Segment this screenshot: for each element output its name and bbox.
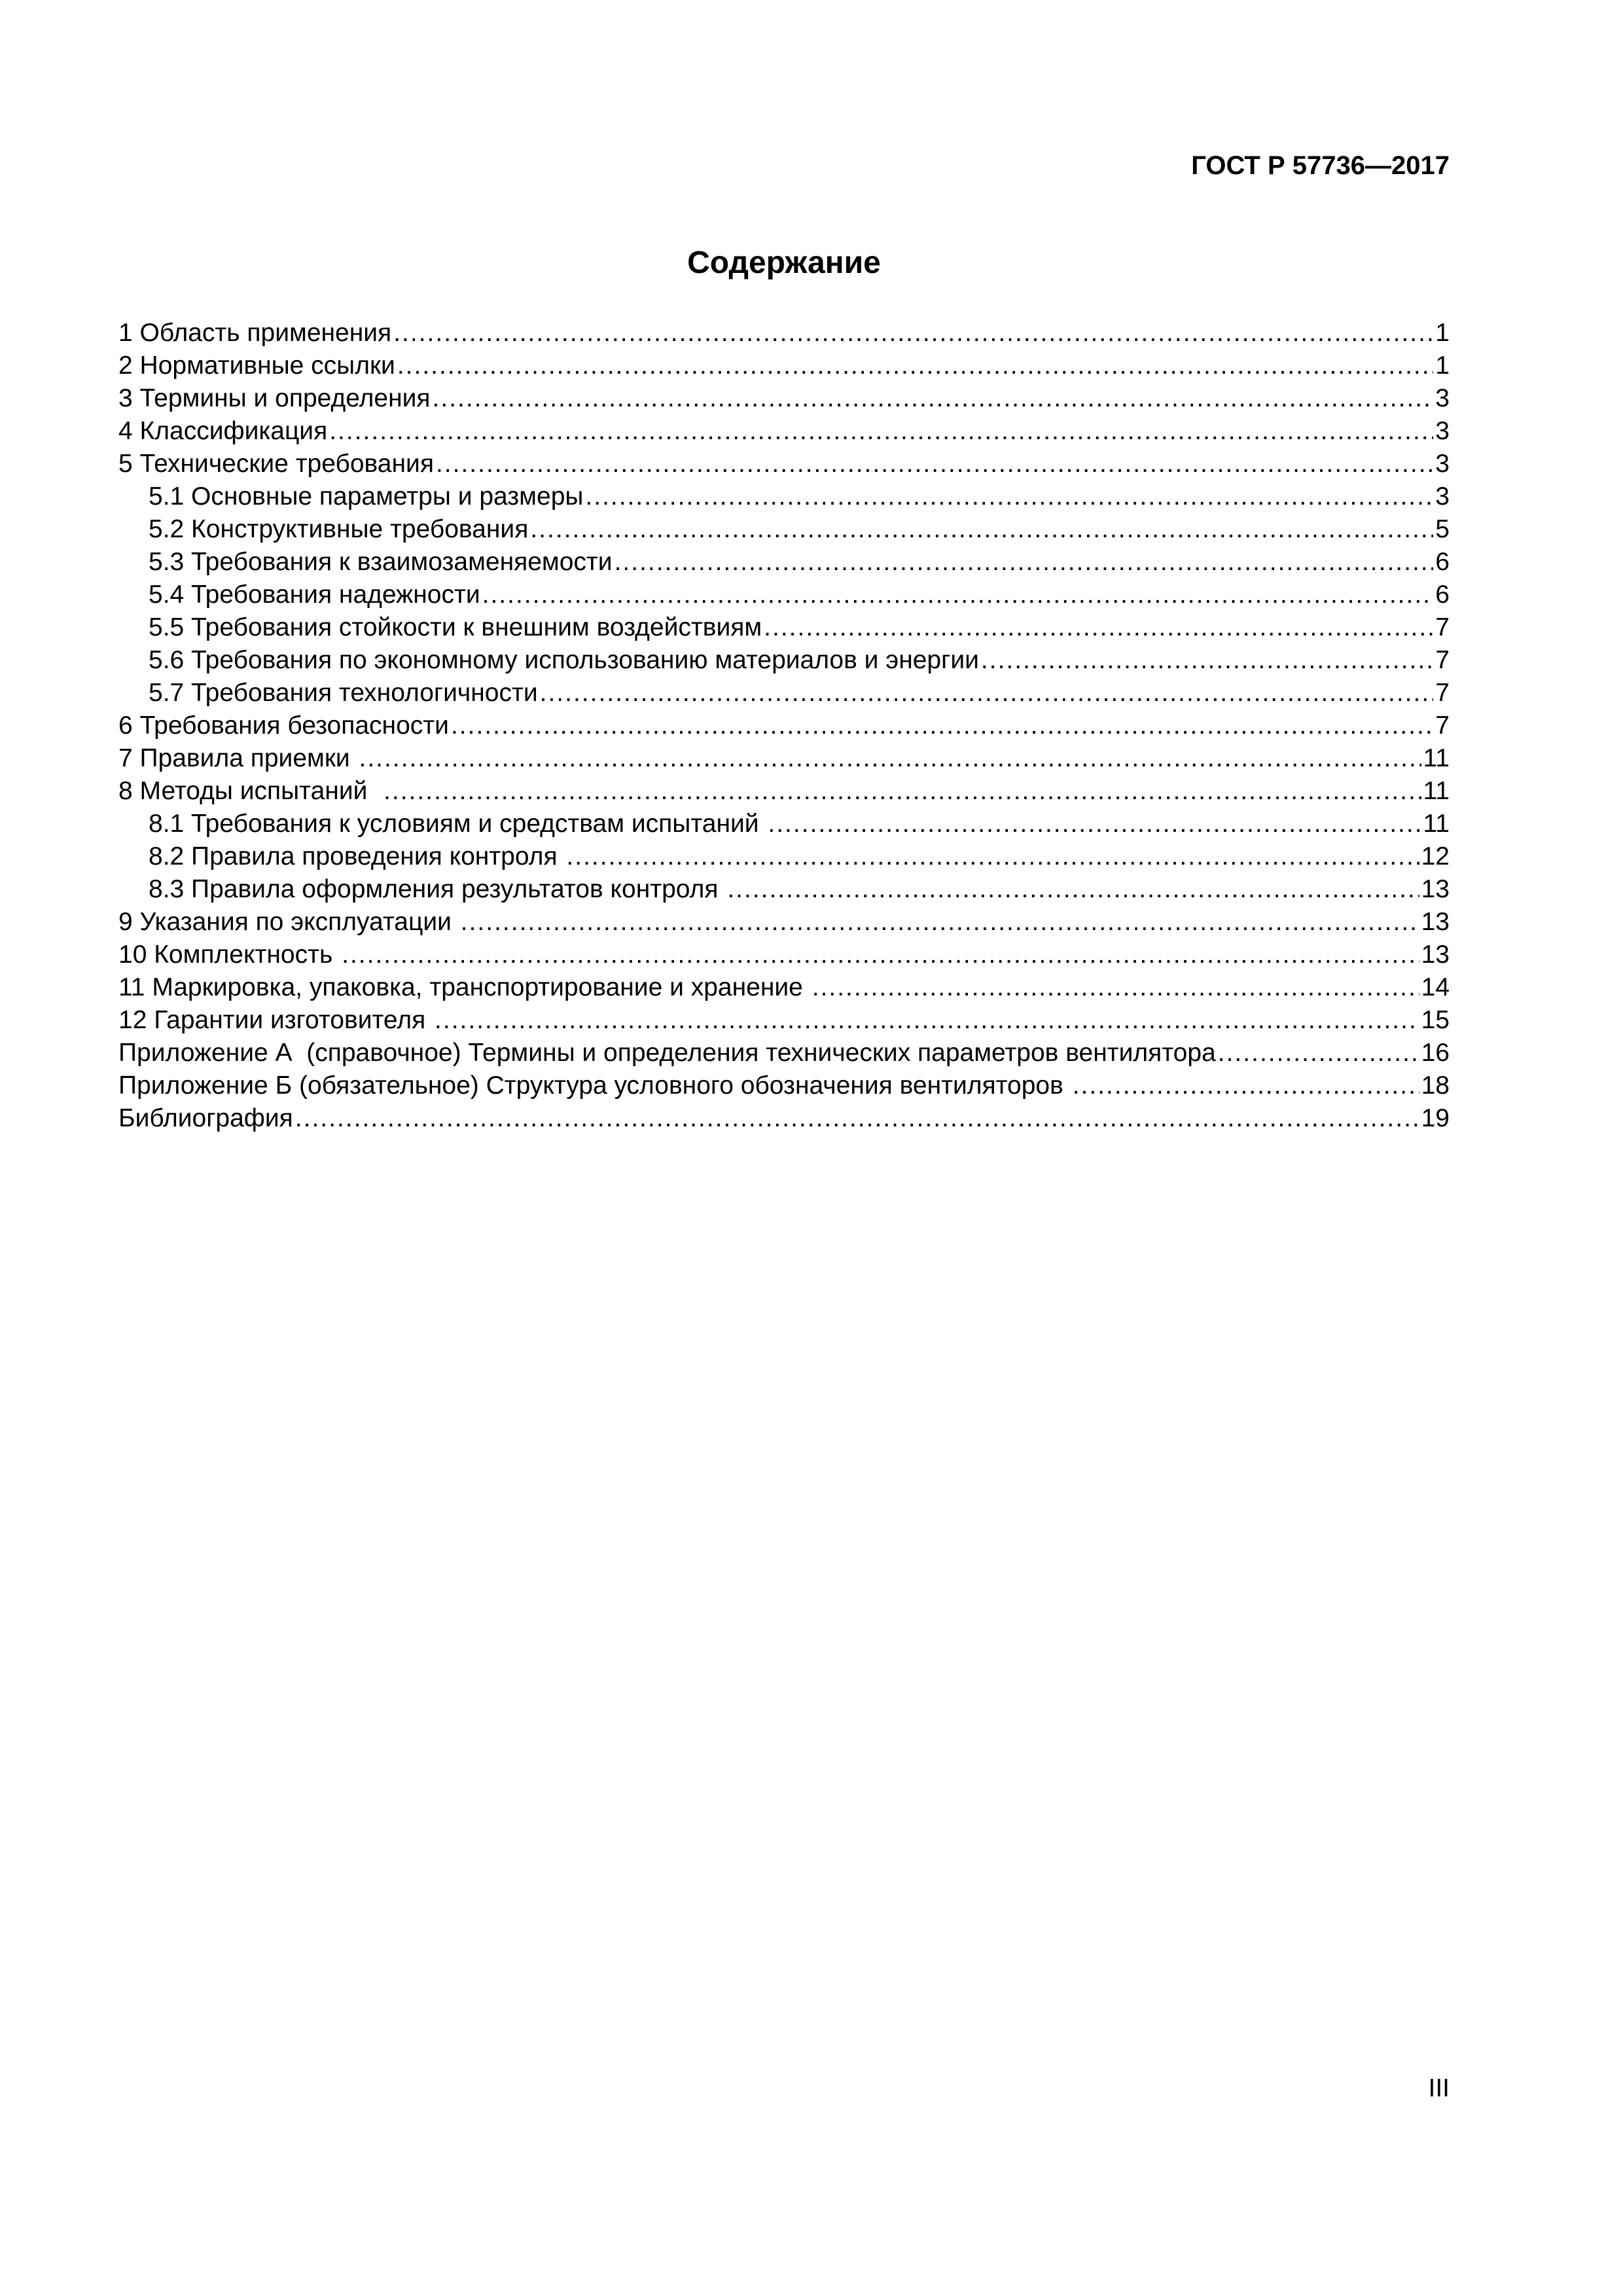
- toc-entry: [118, 644, 1450, 677]
- toc-entry-label: Приложение Б (обязательное) Структура условного обозначения вентиляторов: [118, 1071, 1071, 1100]
- toc-entry: [118, 971, 1450, 1004]
- toc-leader-dots: [1218, 1037, 1419, 1069]
- toc-leader-dots: [329, 415, 1433, 448]
- toc-leader-dots: [383, 775, 1421, 808]
- toc-entry-label: 3 Термины и определения: [118, 384, 431, 412]
- toc-entry: [118, 677, 1450, 709]
- toc-entry: [118, 415, 1450, 448]
- toc-leader-dots: [1073, 1069, 1419, 1102]
- toc-entry-label: 5 Технические требования: [118, 450, 434, 478]
- toc-entry-label: 5.1 Основные параметры и размеры: [149, 482, 584, 511]
- toc-entry-label: 8.2 Правила проведения контроля: [149, 842, 565, 870]
- toc-entry: [118, 1037, 1450, 1069]
- toc-entry-page: 19: [1421, 1104, 1450, 1132]
- toc-leader-dots: [585, 480, 1433, 513]
- toc-leader-dots: [530, 513, 1433, 546]
- toc-entry: [118, 513, 1450, 546]
- page-content: [0, 0, 1623, 1135]
- toc-entry: [118, 840, 1450, 873]
- toc-entry-label: 7 Правила приемки: [118, 744, 357, 772]
- toc-entry: [118, 873, 1450, 906]
- toc-entry: [118, 382, 1450, 415]
- toc-entry-page: 7: [1435, 613, 1450, 641]
- toc-entry-page: 13: [1421, 875, 1450, 903]
- toc-entry-label: 5.2 Конструктивные требования: [149, 515, 529, 543]
- toc-entry: [118, 579, 1450, 611]
- toc-entry: [118, 546, 1450, 579]
- toc-entry-page: 6: [1435, 548, 1450, 576]
- toc-entry: [118, 1004, 1450, 1037]
- toc-leader-dots: [436, 448, 1433, 480]
- toc-entry-page: 12: [1421, 842, 1450, 870]
- toc-leader-dots: [342, 939, 1419, 971]
- toc-entry-page: 3: [1435, 450, 1450, 478]
- toc-entry-label: 4 Классификация: [118, 417, 328, 445]
- toc-entry-page: 18: [1421, 1071, 1450, 1100]
- toc-entry: [118, 709, 1450, 742]
- toc-leader-dots: [461, 906, 1419, 939]
- toc-entry: [118, 480, 1450, 513]
- toc-entry-page: 16: [1421, 1039, 1450, 1067]
- toc-entry: [118, 350, 1450, 382]
- toc-leader-dots: [566, 840, 1419, 873]
- doc-number: ГОСТ Р 57736—2017: [1191, 151, 1450, 180]
- toc-leader-dots: [764, 611, 1433, 644]
- page-title: Содержание: [687, 245, 881, 280]
- table-of-contents: [118, 317, 1450, 1135]
- toc-entry-page: 1: [1435, 351, 1450, 380]
- toc-entry: [118, 448, 1450, 480]
- toc-entry-page: 3: [1435, 482, 1450, 511]
- toc-entry-label: 5.3 Требования к взаимозаменяемости: [149, 548, 613, 576]
- toc-leader-dots: [812, 971, 1419, 1004]
- toc-entry-label: 6 Требования безопасности: [118, 711, 449, 740]
- toc-leader-dots: [359, 742, 1421, 775]
- toc-entry-label: 1 Область применения: [118, 319, 392, 347]
- toc-entry-label: 8 Методы испытаний: [118, 777, 382, 805]
- toc-entry-page: 11: [1423, 777, 1450, 805]
- toc-entry: [118, 1102, 1450, 1135]
- toc-entry-label: 5.4 Требования надежности: [149, 581, 480, 609]
- page-number: III: [1428, 2074, 1450, 2102]
- toc-entry-label: 5.6 Требования по экономному использованию материалов и энергии: [149, 646, 979, 674]
- toc-leader-dots: [435, 1004, 1419, 1037]
- toc-leader-dots: [540, 677, 1434, 709]
- toc-leader-dots: [393, 317, 1433, 350]
- toc-entry-page: 7: [1435, 711, 1450, 740]
- toc-entry: [118, 808, 1450, 840]
- toc-entry-page: 3: [1435, 384, 1450, 412]
- toc-entry-label: Библиография: [118, 1104, 293, 1132]
- toc-entry-label: 11 Маркировка, упаковка, транспортирование и хранение: [118, 973, 810, 1001]
- toc-leader-dots: [768, 808, 1421, 840]
- toc-leader-dots: [615, 546, 1434, 579]
- toc-entry: [118, 611, 1450, 644]
- toc-entry-page: 14: [1421, 973, 1450, 1001]
- toc-entry-page: 5: [1435, 515, 1450, 543]
- toc-entry-page: 15: [1421, 1006, 1450, 1034]
- toc-entry: [118, 775, 1450, 808]
- toc-entry-page: 11: [1423, 744, 1450, 772]
- toc-entry-page: 13: [1421, 941, 1450, 969]
- toc-entry-page: 1: [1435, 319, 1450, 347]
- toc-entry-label: 10 Комплектность: [118, 941, 340, 969]
- toc-leader-dots: [482, 579, 1434, 611]
- toc-leader-dots: [451, 709, 1433, 742]
- toc-entry-label: 5.5 Требования стойкости к внешним воздействиям: [149, 613, 762, 641]
- toc-leader-dots: [433, 382, 1434, 415]
- toc-entry: [118, 1069, 1450, 1102]
- toc-entry: [118, 906, 1450, 939]
- toc-entry-label: 8.3 Правила оформления результатов контроля: [149, 875, 726, 903]
- toc-entry-label: 9 Указания по эксплуатации: [118, 908, 459, 936]
- toc-entry-page: 6: [1435, 581, 1450, 609]
- toc-entry: [118, 939, 1450, 971]
- toc-entry-page: 7: [1435, 646, 1450, 674]
- toc-entry: [118, 742, 1450, 775]
- toc-entry-page: 7: [1435, 679, 1450, 707]
- toc-entry-page: 13: [1421, 908, 1450, 936]
- toc-entry-label: Приложение А (справочное) Термины и определения технических параметров вентилятора: [118, 1039, 1216, 1067]
- toc-entry: [118, 317, 1450, 350]
- toc-entry-label: 5.7 Требования технологичности: [149, 679, 538, 707]
- toc-entry-page: 11: [1423, 810, 1450, 838]
- toc-leader-dots: [981, 644, 1433, 677]
- toc-leader-dots: [397, 350, 1433, 382]
- toc-leader-dots: [295, 1102, 1419, 1135]
- toc-entry-label: 2 Нормативные ссылки: [118, 351, 395, 380]
- toc-entry-label: 12 Гарантии изготовителя: [118, 1006, 433, 1034]
- toc-entry-label: 8.1 Требования к условиям и средствам испытаний: [149, 810, 766, 838]
- toc-entry-page: 3: [1435, 417, 1450, 445]
- toc-leader-dots: [727, 873, 1419, 906]
